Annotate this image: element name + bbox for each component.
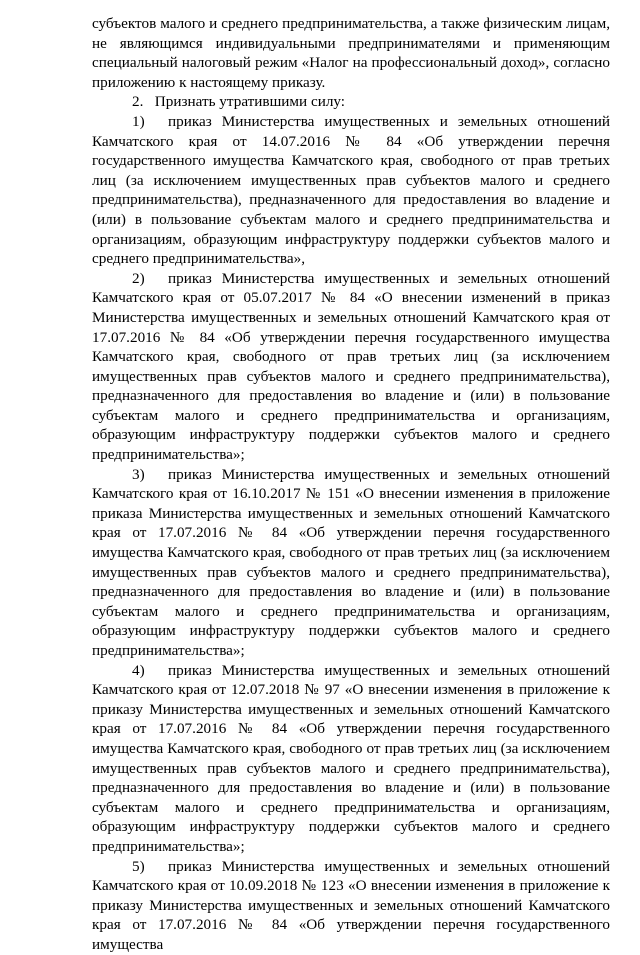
section-2-heading xyxy=(92,92,610,112)
list-item-1 xyxy=(92,112,610,269)
list-item-text: приказ Министерства имущественных и земельных отношений Камчатского края от 14.07.2016 № 84 «Об утверждении перечня государственного имущества Камчатского края, свободного от прав третьих лиц (за исключением имущественных прав субъектов малого и среднего предпринимательства), предназначенного для предоставления во владение и (или) в пользование субъектам малого и среднего предпринимательства и организациям, образующим инфраструктуру поддержки субъектов малого и среднего предпринимательства», xyxy=(92,112,610,268)
list-item-number: 5) xyxy=(132,857,145,875)
list-item-text: приказ Министерства имущественных и земельных отношений Камчатского края от 05.07.2017 № 84 «О внесении изменений в приказ Министерства имущественных и земельных отношений Камчатского края от 17.07.2016 № 84 «Об утверждении перечня государственного имущества Камчатского края, свободного от прав третьих лиц (за исключением имущественных прав субъектов малого и среднего предпринимательства), предназначенного для предоставления во владение и (или) в пользование субъектам малого и среднего предпринимательства и организациям, образующим инфраструктуру поддержки субъектов малого и среднего предпринимательства»; xyxy=(92,269,610,464)
list-item-number: 3) xyxy=(132,465,145,483)
section-2-heading-text: Признать утратившими силу: xyxy=(154,93,346,111)
list-item-text: приказ Министерства имущественных и земельных отношений Камчатского края от 16.10.2017 № 151 «О внесении изменения в приложение приказа Министерства имущественных и земельных отношений Камчатского края от 17.07.2016 № 84 «Об утверждении перечня государственного имущества Камчатского края, свободного от прав третьих лиц (за исключением имущественных прав субъектов малого и среднего предпринимательства), предназначенного для предоставления во владение и (или) в пользование субъектам малого и среднего предпринимательства и организациям, образующим инфраструктуру поддержки субъектов малого и среднего предпринимательства»; xyxy=(92,465,610,659)
list-item-5 xyxy=(92,857,610,955)
intro-continuation: субъектов малого и среднего предпринимательства, а также физическим лицам, не являющимся индивидуальными предпринимателями и применяющим специальный налоговый режим «Налог на профессиональный доход», согласно приложению к настоящему приказу. xyxy=(92,15,610,91)
list-item-4 xyxy=(92,661,610,857)
list-item-text: приказ Министерства имущественных и земельных отношений Камчатского края от 10.09.2018 № 123 «О внесении изменения в приложение к приказу Министерства имущественных и земельных отношений Камчатского края от 17.07.2016 № 84 «Об утверждении перечня государственного имущества xyxy=(92,857,610,953)
list-item-number: 4) xyxy=(132,661,145,679)
section-2-number: 2. xyxy=(132,93,144,111)
list-item-text: приказ Министерства имущественных и земельных отношений Камчатского края от 12.07.2018 № 97 «О внесении изменения в приложение к приказу Министерства имущественных и земельных отношений Камчатского края от 17.07.2016 № 84 «Об утверждении перечня государственного имущества Камчатского края, свободного от прав третьих лиц (за исключением имущественных прав субъектов малого и среднего предпринимательства), предназначенного для предоставления во владение и (или) в пользование субъектам малого и среднего предпринимательства и организациям, образующим инфраструктуру поддержки субъектов малого и среднего предпринимательства»; xyxy=(92,661,610,855)
list-item-3 xyxy=(92,465,610,661)
list-item-2 xyxy=(92,269,610,465)
list-item-number: 2) xyxy=(132,269,145,287)
list-item-number: 1) xyxy=(132,112,145,130)
